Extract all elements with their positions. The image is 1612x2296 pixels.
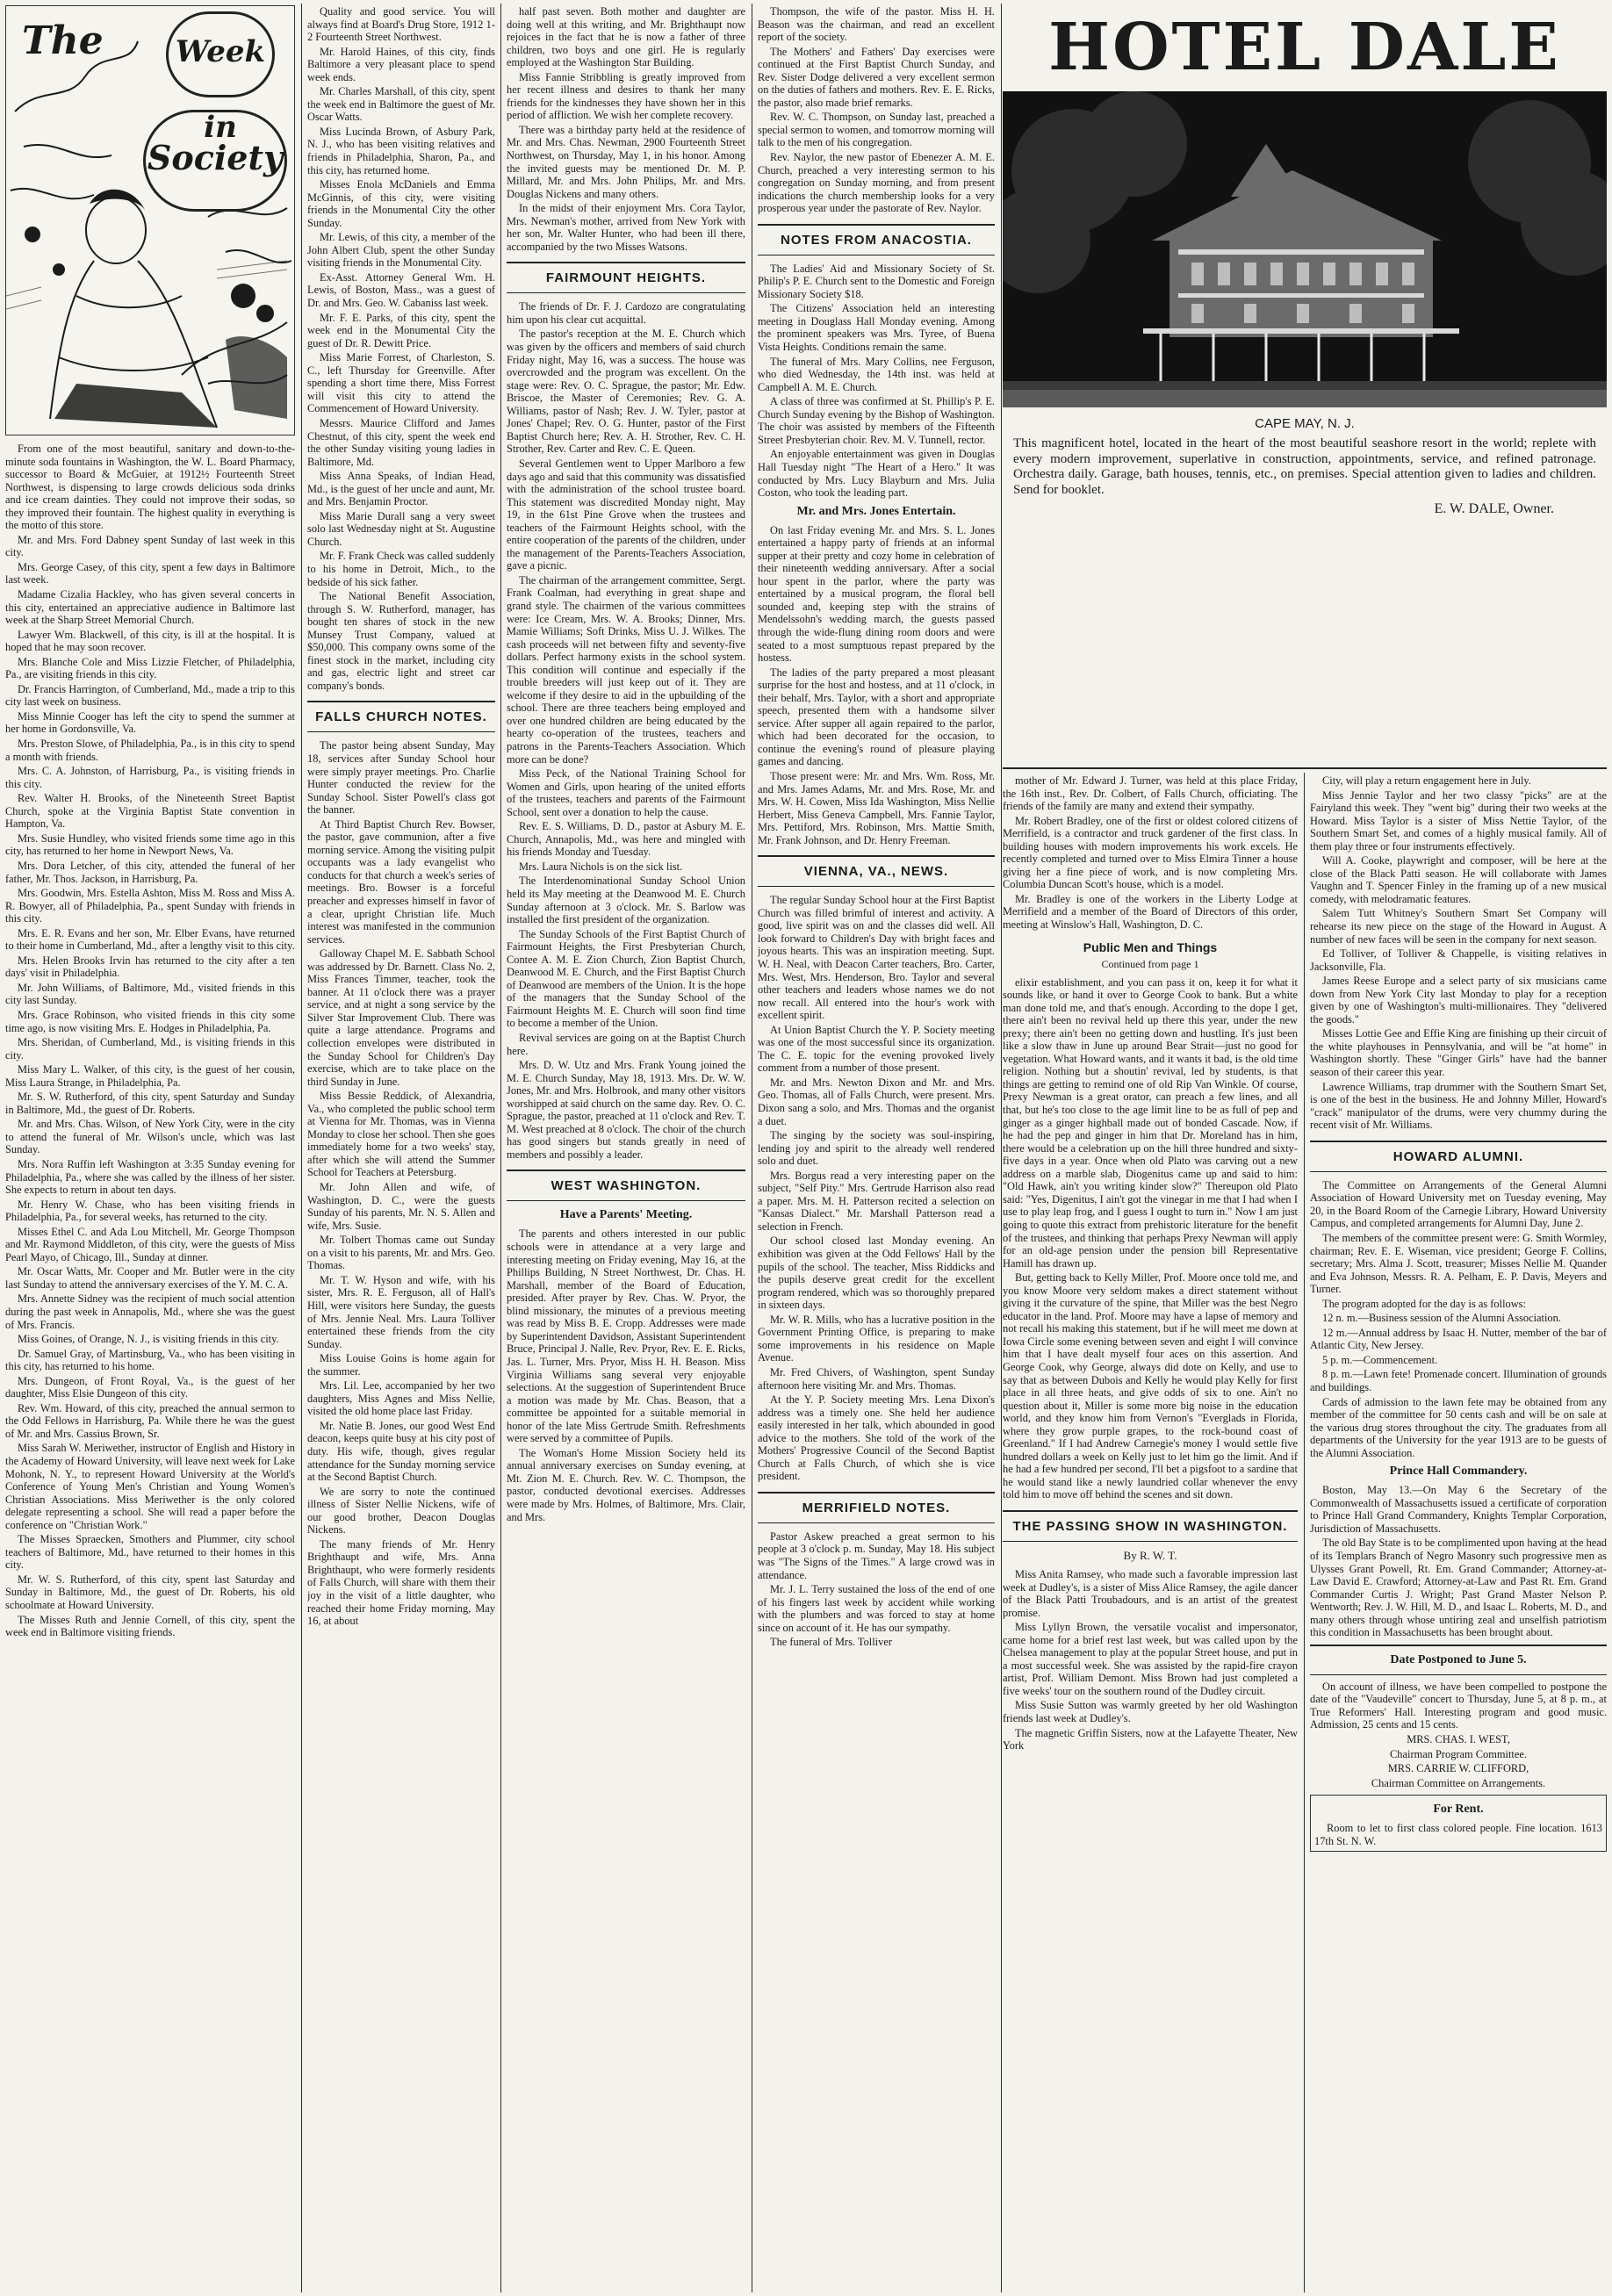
alumni-text: [1310, 1179, 1607, 1459]
paragraph: Miss Sarah W. Meriwether, instructor of English and History in the Academy of Howard University, will leave next week for Lake Mohonk, N. Y., to represent Howard University at the World's Conference of Young Men's Christian and Young Women's Christian Associations. Miss Meriwether is the only colored delegate representing a school. She will read a paper before the conference on "Christian Work.": [5, 1442, 295, 1531]
paragraph: elixir establishment, and you can pass it on, keep it for what it sounds like, or hand it over to George Cook to bank. But a white man done told me, and that's enough. According to the dope I get, there ain't been no revival held up there this year, under the new prexy; there ain't been no getting down and hustling. It's just been like a slow thaw in June up around Bear Strait—just no good for vegetation. What Howard wants, and it wants it bad, is the old time religion. Nothing but a shoutin' revival, led by students, is that things are getting to remind one of old Rip Van Winkle. Of course, Prexy Newman is a great orator, can preach a few lines, and all that, but he's too close to the age limit line to be as full of pep and ginger as a ginger highball made out of bonded Cascade. Now, if he had the pep and ginger in him that Dr. Moreland has in him, there would be a celebration up on the hill three hundred and sixty-five days in a year. Once when old Plato was carving out a new address on a marble slab, Diogenitus came up and said to him: "Old Hawk, ain't you writing kinder slow?" Thereupon old Plato said: "Yes, Digenitus, I ain't got the vinegar in me that I had when I use to play leap frog, and I guess I ought to turn in." Now I am just going to quote this extract from prehistoric literature for the benefit of the trustees, and thinking that perhaps Prexy Newman will apply for an old-age pension under the pension bill Representative Hamill has drawn up.: [1003, 975, 1298, 1270]
postponed-heading: Date Postponed to June 5.: [1310, 1645, 1607, 1675]
paragraph: Misses Enola McDaniels and Emma McGinnis, of this city, were visiting friends in the Monumental City the other Sunday.: [307, 178, 495, 229]
hotel-owner: E. W. DALE, Owner.: [1434, 501, 1554, 516]
paragraph: Mr. and Mrs. Chas. Wilson, of New York City, were in the city to attend the funeral of Mr. Wilson's uncle, which was last Sunday.: [5, 1118, 295, 1156]
paragraph: Miss Anita Ramsey, who made such a favorable impression last week at Dudley's, is a sister of Miss Alice Ramsey, the agile dancer of the Black Patti Troubadours, and is an artist of the greatest promise.: [1003, 1567, 1298, 1619]
paragraph: The Interdenominational Sunday School Union held its May meeting at the Deanwood M. E. Church Sunday afternoon at 3 o'clock. Mr. S. Barlow was installed the first president of the organization.: [507, 874, 745, 926]
paragraph: In the midst of their enjoyment Mrs. Cora Taylor, Mrs. Newman's mother, arrived from New York with her son, Mr. Walter Hunter, who had been ill there, accompanied by the two Misses Watsons.: [507, 202, 745, 253]
public-men-text: [1003, 976, 1298, 1501]
masthead-the: The: [22, 18, 104, 63]
paragraph: Mrs. E. R. Evans and her son, Mr. Elber Evans, have returned to their home in Cumberland, Md., after a lengthy visit to this city.: [5, 926, 295, 953]
column-rule: [1304, 773, 1305, 2292]
paragraph: Mr. Tolbert Thomas came out Sunday on a visit to his parents, Mr. and Mrs. Geo. Thomas.: [307, 1234, 495, 1272]
paragraph: Mrs. Laura Nichols is on the sick list.: [519, 860, 683, 873]
paragraph: Mr. T. W. Hyson and wife, with his sister, Mrs. R. E. Ferguson, all of Hall's Hill, were visitors here Sunday, the guests of Mrs. Jennie Neal. Mrs. Laura Tolliver entertained these friends from the city Sunday.: [307, 1273, 495, 1350]
paragraph: On last Friday evening Mr. and Mrs. S. L. Jones entertained a happy party of friends at an informal supper at their pretty and cozy home in celebration of their nineteenth wedding anniversary. After a social hour spent in the parlor, where the party was entertained by a musical program, the floral bell sounded and, keeping step with the strains of Mendelssohn's wedding march, the guests passed through the wide-flung dining room doors and were seated to a most sumptuous repast prepared by the hostess.: [758, 523, 995, 665]
paragraph: Rev. Walter H. Brooks, of the Nineteenth Street Baptist Church, spoke at the Virginia Baptist State convention in Hampton, Va.: [5, 792, 295, 831]
masthead-society: Society: [143, 110, 287, 212]
anacostia-text: [758, 263, 995, 500]
column-6: [1310, 774, 1607, 2291]
paragraph: Mrs. Susie Hundley, who visited friends some time ago in this city, has returned to her home in Newport News, Va.: [5, 831, 295, 858]
paragraph: The many friends of Mr. Henry Brighthaupt and wife, Mrs. Anna Brighthaupt, who were formerly residents of Falls Church, will share with them their joy in the visit of a little daughter, who reached their home Friday morning, May 16, at about: [307, 1537, 495, 1628]
paragraph: Mrs. Annette Sidney was the recipient of much social attention during the past week in Annapolis, Md., where she was the guest of Mrs. Francis.: [5, 1292, 295, 1331]
paragraph: Miss Minnie Cooger has left the city to spend the summer at her home in Gordonsville, Va.: [5, 709, 295, 736]
paragraph: MRS. CARRIE W. CLIFFORD,: [1387, 1762, 1529, 1775]
paragraph: Mrs. Goodwin, Mrs. Estella Ashton, Miss M. Ross and Miss A. R. Bowyer, all of Philadelphia, Pa., spent Sunday with friends in this city.: [5, 887, 295, 925]
paragraph: Mr. S. W. Rutherford, of this city, spent Saturday and Sunday in Baltimore, Md., the guest of Dr. Roberts.: [5, 1090, 295, 1116]
column-5: [1003, 774, 1298, 2291]
paragraph: The magnetic Griffin Sisters, now at the Lafayette Theater, New York: [1003, 1726, 1298, 1753]
paragraph: The funeral of Mrs. Tolliver: [770, 1636, 892, 1649]
paragraph: half past seven. Both mother and daughter are doing well at this writing, and Mr. Brighthaupt now rejoices in the fact that he is now a father of three children, two boys and one girl. He is regularly employed at the Washington Star Building.: [507, 5, 745, 69]
paragraph: Miss Mary L. Walker, of this city, is the guest of her cousin, Miss Laura Strange, in Philadelphia, Pa.: [5, 1063, 295, 1089]
paragraph: Mr. Fred Chivers, of Washington, spent Sunday afternoon here visiting Mr. and Mrs. Thomas.: [758, 1365, 995, 1392]
paragraph: The Sunday Schools of the First Baptist Church of Fairmount Heights, the First Presbyterian Church, Contee A. M. E. Zion Church, Zion Baptist Church, Deanwood M. E. Church, and the First Baptist Church of Deanwood are members of the Union. It is the hope of the managers that the Sunday School of the Fairmount Heights M. E. Church will soon find time to become a member of the Union.: [507, 927, 745, 1030]
paragraph: Mr. Harold Haines, of this city, finds Baltimore a very pleasant place to spend week ends.: [307, 45, 495, 83]
column-rule: [1001, 4, 1002, 2292]
paragraph: Mrs. Sheridan, of Cumberland, Md., is visiting friends in this city.: [5, 1036, 295, 1062]
col4-text: [758, 5, 995, 215]
paragraph: An enjoyable entertainment was given in Douglas Hall Tuesday night "The Heart of a Hero." It was conducted by Mrs. Lucy Blayburn and Mrs. Julia Coston, who took the leading part.: [758, 448, 995, 500]
paragraph: Miss Marie Durall sang a very sweet solo last Wednesday night at St. Augustine Church.: [307, 509, 495, 548]
west-washington-text: [507, 1227, 745, 1523]
paragraph: At Third Baptist Church Rev. Bowser, the pastor, gave communion, after a five morning service. Among the visiting pulpit occupants was a lady evangelist who conducts for that church a week's series of meetings. Bro. Bowser is a forceful preacher and expresses himself in favor of a clear, upright Christian life. Much interest was manifested in the communion services.: [307, 817, 495, 946]
col3-text: [507, 5, 745, 253]
merrifield-text: [758, 1530, 995, 1649]
paragraph: The Misses Ruth and Jennie Cornell, of this city, spent the week end in Baltimore visiting friends.: [5, 1613, 295, 1639]
paragraph: Mr. Lewis, of this city, a member of the John Albert Club, spent the other Sunday visiting friends in the Monumental City.: [307, 231, 495, 270]
vienna-heading: VIENNA, VA., NEWS.: [758, 855, 995, 887]
vienna-text: [758, 894, 995, 1483]
paragraph: The pastor being absent Sunday, May 18, services after Sunday School hour were simply prayer meetings. Pro. Charlie Hunter conducted the review for the Sunday School. Sister Powell's class got the banner.: [307, 739, 495, 817]
column-3: [507, 5, 745, 2291]
paragraph: The pastor's reception at the M. E. Church which was given by the officers and members of said church Friday night, May 16, was a success. The house was overcrowded and the program was excellent. On the stage were: Rev. O. C. Sprague, the pastor; Mr. Edw. Briscoe, the Master of Ceremonies; Rev. G. A. Williams, pastor of Nash; Rev. J. W. Tyler, pastor at Jones' Chapel; Rev. O. G. Hunter, pastor of the First Baptist Church here; Rev. A. H. Strother, Rev. C. H. Strother, Rev. Carter and Rev. C. E. Queen.: [507, 327, 745, 456]
paragraph: Boston, May 13.—On May 6 the Secretary of the Commonwealth of Massachusetts issued a certificate of corporation to Prince Hall Grand Commandery, Knights Templar Corporation, Jurisdiction of Massachusetts.: [1310, 1484, 1607, 1535]
paragraph: Rev. W. C. Thompson, on Sunday last, preached a special sermon to women, and tomorrow morning will talk to the men of his congregation.: [758, 111, 995, 149]
paragraph: The regular Sunday School hour at the First Baptist Church was filled brimful of interest and activity. A good, live spirit was on and the classes did well. All look forward to Children's Day with bright faces and joyous hearts. This was an inspiration meeting. Supt. W. H. Neal, with Deacon Carter teachers, Bro. Carter, Mrs. West, Mrs. Henderson, Bro. Taylor and several other teachers and leaders whose names we do not now recall. All entered into the hour's work with excellent spirit.: [758, 894, 995, 1022]
merrifield-heading: MERRIFIELD NOTES.: [758, 1492, 995, 1523]
paragraph: Miss Anna Speaks, of Indian Head, Md., is the guest of her uncle and aunt, Mr. and Mrs. Benjamin Proctor.: [307, 470, 495, 508]
public-men-heading: Public Men and Things: [1083, 939, 1218, 954]
paragraph: Miss Marie Forrest, of Charleston, S. C., left Thursday for Greenville. After spending a short time there, Miss Forrest will visit this city to attend the Commencement of Howard University.: [307, 351, 495, 415]
paragraph: Mrs. Grace Robinson, who visited friends in this city some time ago, is now visiting Mrs. E. Hodges in Philadelphia, Pa.: [5, 1008, 295, 1034]
hotel-dale-ad: [1003, 5, 1607, 769]
hotel-description: This magnificent hotel, located in the heart of the most beautiful seashore resort in the world; replete with every modern improvement, superlative in construction, appointments, service, and refined patronage. Orchestra daily. Garage, bath houses, tennis, etc., on premises. Special attention given to ladies and children. Send for booklet.: [1013, 436, 1596, 497]
paragraph: Mr. Oscar Watts, Mr. Cooper and Mr. Butler were in the city last Sunday to attend the anniversary exercises of the Y. M. C. A.: [5, 1265, 295, 1291]
paragraph: Miss Lucinda Brown, of Asbury Park, N. J., who has been visiting relatives and friends in Philadelphia, Sharon, Pa., and this city, has returned home.: [307, 125, 495, 176]
paragraph: Mr. Robert Bradley, one of the first or oldest colored citizens of Merrifield, is a contractor and truck gardener of the first class. In building houses with modern improvements his work excels. He recently completed and turned over to Miss Elmira Tinner a house giving her a fine piece of work, and is now completing Mrs. Columbia Duncan Scott's house, which is a model.: [1003, 814, 1298, 891]
paragraph: Miss Louise Goins is home again for the summer.: [307, 1352, 495, 1378]
paragraph: Several Gentlemen went to Upper Marlboro a few days ago and said that this community was dissatisfied with the administration of the school trustee board. This statement was discredited Monday night, May 19, in the 61st Pine Grove when the trustees and teachers of the Fairmount Heights school, with the entire cooperation of the parents of the children, under the management of the Parents-Teachers Association, gave a picnic.: [507, 457, 745, 572]
jones-heading: Mr. and Mrs. Jones Entertain.: [796, 504, 956, 518]
paragraph: Thompson, the wife of the pastor. Miss H. H. Beason was the chairman, and read an excellent report of the society.: [758, 5, 995, 44]
paragraph: The Woman's Home Mission Society held its annual anniversary exercises on Sunday evening, at Mt. Zion M. E. Church. Rev. W. C. Thompson, the pastor, conducted devotional exercises. Addresses were made by Mrs. Holmes, of Baltimore, Mrs. Clair, and Mrs.: [507, 1446, 745, 1523]
col1-text: [5, 443, 295, 1639]
paragraph: Pastor Askew preached a great sermon to his people at 3 o'clock p. m. Sunday, May 18. His subject was "The Signs of the Times." A large crowd was in attendance.: [758, 1529, 995, 1581]
hotel-dale-title: HOTEL DALE: [1048, 10, 1561, 85]
paragraph: Mr. John Williams, of Baltimore, Md., visited friends in this city last Sunday.: [5, 981, 295, 1007]
paragraph: Mr. W. R. Mills, who has a lucrative position in the Government Printing Office, is preparing to make some improvements in his residence on Maple Avenue.: [758, 1313, 995, 1364]
column-4: [758, 5, 995, 2291]
paragraph: Mr. Charles Marshall, of this city, spent the week end in Baltimore the guest of Mr. Oscar Watts.: [307, 85, 495, 124]
paragraph: Galloway Chapel M. E. Sabbath School was addressed by Dr. Barnett. Class No. 2, Miss Frances Timmer, teacher, took the banner. At 11 o'clock there was a prayer service, and at night a song service by the Silver Star Improvement Club. There was quite a large attendance. Programs and collection envelopes were distributed in the Sunday School for Children's Day exercise, which are to take place on the third Sunday in June.: [307, 947, 495, 1088]
paragraph: mother of Mr. Edward J. Turner, was held at this place Friday, the 16th inst., Rev. Dr. Colbert, of Falls Church, officiating. The friends of the family are many and extend their sympathy.: [1003, 774, 1298, 813]
paragraph: Lawyer Wm. Blackwell, of this city, is ill at the hospital. It is hoped that he may soon recover.: [5, 628, 295, 654]
hotel-building-image: [1003, 91, 1607, 407]
prince-hall-text: [1310, 1484, 1607, 1639]
paragraph: The parents and others interested in our public schools were in attendance at a very large and interesting meeting on Friday evening, May 16, at the Phillips Building, N Street Northwest, Dr. Chas. H. Marshall, member of the Board of Education, presided. After prayer by Rev. Chas. W. Pryor, the blind missionary, the minutes of a previous meeting was read by Miss B. E. Cropp. Addresses were made by Superintendent Davidson, Assistant Superintendent Bruce, Principal J. Nalle, Rev. Pryor, Rev. E. E. Ricks, Jas. L. Turner, Mrs. Pryor, Miss H. H. Beason. Miss Virginia Williams sang several very enjoyable selections. At the suggestion of Superintendent Bruce a motion was made by Mr. Chas. Beason, that a committee be appointed for a suitable memorial in honor of the late Miss Gertrude Smith. Refreshments were served by a committee of Pupils.: [507, 1227, 745, 1445]
paragraph: Mr. Natie B. Jones, our good West End deacon, keeps quite busy at his city post of duty. His wife, though, gives regular attendance for the Sunday morning service at the Second Baptist Church.: [307, 1419, 495, 1484]
paragraph: The National Benefit Association, through S. W. Rutherford, manager, has bought ten shares of stock in the new Munsey Trust Company, valued at $50,000. This company owns some of the finest stock in the market, including city and gas, electric light and street car company's bonds.: [307, 590, 495, 692]
paragraph: The chairman of the arrangement committee, Sergt. Frank Coalman, had everything in great shape and grand style. The chairmen of the various committees were: Ice Cream, Mrs. W. A. Brooks; Dinner, Mrs. Mamie Williams; Soft Drinks, Miss U. J. Wilkes. The cash proceeds will net between fifty and seventy-five dollars. Perfect harmony exists in the school system. This condition will continue and especially if the trouble breeders will just keep out of it. They are welcome if they desire to aid in the upbuilding of the school. There are three teachers being employed and over one hundred children are being educated by the hearty co-operation of the trustees, teachers and patrons in the Parents-Teachers Association. Which more can be done?: [507, 573, 745, 766]
paragraph: From one of the most beautiful, sanitary and down-to-the-minute soda fountains in Washington, the W. L. Board Pharmacy, successor to Board & McGuier, at 1912½ Fourteenth Street Northwest, is dispensing to large crowds delicious soda drinks and ice cream dainties. They could not improve their sodas, so they improved their fountain. The highest quality in everything is the motto of this store.: [5, 443, 295, 532]
paragraph: The Citizens' Association held an interesting meeting in Douglass Hall Monday evening. Among the prominent speakers was Mrs. Tyree, of Buena Vista Heights. Conditions remain the same.: [758, 302, 995, 354]
paragraph: The Mothers' and Fathers' Day exercises were continued at the First Baptist Church Sunday, and Rev. Sister Dodge delivered a very excellent sermon on the duties of fathers and mothers. Rev. E. E. Ricks, the pastor, also made brief remarks.: [758, 45, 995, 109]
column-1: [5, 5, 295, 2291]
paragraph: Miss Jennie Taylor and her two classy "picks" are at the Fairyland this week. They "went big" during their two weeks at the Howard. Miss Taylor is a sister of Miss Nettie Taylor, of the Southern Smart Set, and comes of a highly musical family. All of them play three or four instruments effectively.: [1310, 788, 1607, 853]
paragraph: Mr. F. E. Parks, of this city, spent the week end in the Monumental City the guest of Dr. R. Dewitt Price.: [307, 311, 495, 349]
paragraph: 5 p. m.—Commencement.: [1322, 1353, 1438, 1366]
paragraph: Quality and good service. You will always find at Board's Drug Store, 1912 1-2 Fourteenth Street Northwest.: [307, 5, 495, 44]
paragraph: The funeral of Mrs. Mary Collins, nee Ferguson, who died Wednesday, the 14th inst. was held at Campbell A. M. E. Church.: [758, 355, 995, 393]
paragraph: The program adopted for the day is as follows:: [1322, 1297, 1526, 1310]
fairmount-text: [507, 300, 745, 1161]
paragraph: Rev. E. S. Williams, D. D., pastor at Asbury M. E. Church, Annapolis, Md., was here and mingled with his friends Monday and Tuesday.: [507, 820, 745, 859]
paragraph: Mrs. George Casey, of this city, spent a few days in Baltimore last week.: [5, 560, 295, 587]
paragraph: Chairman Program Committee.: [1390, 1747, 1527, 1760]
paragraph: The Committee on Arrangements of the General Alumni Association of Howard University met on Tuesday evening, May 20, in the Board Room of the Carnegie Library, Howard University Campus, and completed arrangements for Alumni Day, June 2.: [1310, 1178, 1607, 1230]
falls-church-text: [307, 739, 495, 1627]
prince-hall-heading: Prince Hall Commandery.: [1389, 1465, 1528, 1479]
falls-church-heading: FALLS CHURCH NOTES.: [307, 701, 495, 732]
paragraph: Messrs. Maurice Clifford and James Chestnut, of this city, spent the week end the other Sunday visiting young ladies in Baltimore, Md.: [307, 416, 495, 468]
paragraph: Lawrence Williams, trap drummer with the Southern Smart Set, is one of the best in the business. He and Johnny Miller, Howard's "crack" manipulator of the drums, were very chummy during the recent visit of Mr. Williams.: [1310, 1080, 1607, 1132]
col2-text: [307, 5, 495, 692]
paragraph: James Reese Europe and a select party of six musicians came down from New York City last Monday to play for a reception given by one of Washington's multi-millionaires. They "delivered the goods.": [1310, 975, 1607, 1026]
paragraph: The friends of Dr. F. J. Cardozo are congratulating him upon his clear cut acquittal.: [507, 300, 745, 326]
paragraph: Miss Lyllyn Brown, the versatile vocalist and impersonator, came home for a brief rest last week, but was called upon by the Chelsea management to play at the popular Street house, and put in a most successful week. She was assisted by the rapid-fire crayon artist, Prof. William Demont. Miss Brown had just completed a five weeks' tour on the southern round of the Dudley circuit.: [1003, 1621, 1298, 1697]
for-rent-heading: For Rent.: [1433, 1803, 1484, 1817]
alumni-heading: HOWARD ALUMNI.: [1310, 1141, 1607, 1172]
paragraph: Mrs. D. W. Utz and Mrs. Frank Young joined the M. E. Church Sunday, May 18, 1913. Mrs. Dr. W. W. Jones, Mr. and Mrs. Holbrook, and many other visitors worshipped at said church on the same day. Rev. O. C. Sprague, the pastor, preached at 11 o'clock and Rev. T. M. West preached at 8 o'clock. The choir of the church has good singers but stands greatly in need of members and possibly a leader.: [507, 1059, 745, 1161]
paragraph: Dr. Samuel Gray, of Martinsburg, Va., who has been visiting in this city, has returned to his home.: [5, 1347, 295, 1373]
public-men-continued: Continued from page 1: [1101, 957, 1199, 970]
paragraph: Mr. J. L. Terry sustained the loss of the end of one of his fingers last week by accident while working with the plumbers and was forced to stay at home since on account of it. He has our sympathy.: [758, 1583, 995, 1634]
column-rule: [301, 4, 302, 2292]
paragraph: Mrs. Lil. Lee, accompanied by her two daughters, Miss Agnes and Miss Nellie, visited the old home place last Friday.: [307, 1379, 495, 1418]
paragraph: At the Y. P. Society meeting Mrs. Lena Dixon's address was a timely one. She held her audience easily interested in her talk, which abounded in good advice to the mothers. She told of the work of the Mothers' Progressive Council of the Second Baptist Church at Falls Church, of which she is vice president.: [758, 1393, 995, 1483]
society-masthead: [5, 5, 295, 435]
paragraph: The singing by the society was soul-inspiring, lending joy and spirit to the already well rendered solo and duet.: [758, 1129, 995, 1168]
paragraph: Mrs. Borgus read a very interesting paper on the subject, "Self Pity." Mrs. Gertrude Harrison also read a paper. Mrs. M. H. Patterson recited a selection on "Kansas Dialect." Mr. Marshall Patterson read a selection in French.: [758, 1169, 995, 1233]
paragraph: Mr. John Allen and wife, of Washington, D. C., were the guests Sunday of his parents, Mr. N. S. Allen and wife, Mrs. Susie.: [307, 1181, 495, 1232]
paragraph: Mrs. C. A. Johnston, of Harrisburg, Pa., is visiting friends in this city.: [5, 765, 295, 790]
paragraph: Mrs. Blanche Cole and Miss Lizzie Fletcher, of Philadelphia, Pa., are visiting friends in this city.: [5, 655, 295, 681]
paragraph: At Union Baptist Church the Y. P. Society meeting was one of the most successful since its organization. The C. E. topic for the evening provoked lively comment from a number of those present.: [758, 1023, 995, 1075]
paragraph: On account of illness, we have been compelled to postpone the date of the "Vaudeville" concert to Thursday, June 5, at 8 p. m., at True Reformers' Hall. Interesting program and good music. Admission, 25 cents and 15 cents.: [1310, 1680, 1607, 1731]
for-rent-text: Room to let to first class colored people. Fine location. 1613 17th St. N. W.: [1314, 1822, 1602, 1847]
paragraph: Miss Fannie Stribbling is greatly improved from her recent illness and desires to thank her many friends for the kindnesses they have shown her in this period of affliction. We wish her complete recovery.: [507, 70, 745, 122]
paragraph: Mr. W. S. Rutherford, of this city, spent last Saturday and Sunday in Baltimore, Md., the guest of Dr. Roberts, his old schoolmate at Howard University.: [5, 1573, 295, 1612]
paragraph: A class of three was confirmed at St. Phillip's P. E. Church Sunday evening by the Bishop of Washington. The choir was assisted by members of the Fifteenth Street Presbyterian choir. Rev. M. V. Tunnell, rector.: [758, 395, 995, 446]
paragraph: Miss Peck, of the National Training School for Women and Girls, upon hearing of the united efforts of the trustees, teachers and parents of the Fairmount School, sent over a donation to help the cause.: [507, 767, 745, 818]
jones-text: [758, 524, 995, 847]
paragraph: Dr. Francis Harrington, of Cumberland, Md., made a trip to this city last week on business.: [5, 682, 295, 709]
paragraph: Rev. Naylor, the new pastor of Ebenezer A. M. E. Church, preached a very interesting sermon to his congregation on Sunday morning, and from present indications the church membership looks for a very prosperous year under the pastorate of Rev. Naylor.: [758, 151, 995, 215]
passing-show-heading: THE PASSING SHOW IN WASHINGTON.: [1003, 1510, 1298, 1542]
paragraph: Mrs. Preston Slowe, of Philadelphia, Pa., is in this city to spend a month with friends.: [5, 738, 295, 763]
paragraph: 12 m.—Annual address by Isaac H. Nutter, member of the bar of Atlantic City, New Jersey.: [1310, 1326, 1607, 1352]
paragraph: The old Bay State is to be complimented upon having at the head of its Templars Branch of Negro Masonry such progressive men as Ulysses Grant Powell, Rt. Em. Grand Commander; Attorney-at-Law David E. Crawford; Attorney-at-Law and Past Rt. Em. Grand Commander Curtis J. Wright; Past Grand Master Nelson P. Wentworth; Rev. J. W. Hill, M. D., and Isaac L. Roberts, M. D., and many others through whose untiring zeal and unselfish patriotism this condition in Massachusetts has been brought about.: [1310, 1537, 1607, 1639]
paragraph: Mrs. Helen Brooks Irvin has returned to the city after a ten days' visit in Philadelphia.: [5, 954, 295, 980]
paragraph: City, will play a return engagement here in July.: [1322, 774, 1531, 787]
fairmount-heading: FAIRMOUNT HEIGHTS.: [507, 262, 745, 293]
column-rule: [500, 4, 501, 2292]
paragraph: Mr. and Mrs. Ford Dabney spent Sunday of last week in this city.: [5, 533, 295, 559]
paragraph: Miss Bessie Reddick, of Alexandria, Va., who completed the public school term at Vienna for Mr. Thomas, was in Vienna Monday to close her school. Then she goes immediately home for a two weeks' stay, after which she will attend the Summer School for Teachers at Petersburg.: [307, 1090, 495, 1179]
column-2: [307, 5, 495, 2291]
paragraph: Miss Susie Sutton was warmly greeted by her old Washington friends last week at Dudley's.: [1003, 1699, 1298, 1724]
west-washington-subheading: Have a Parents' Meeting.: [559, 1208, 693, 1222]
paragraph: Miss Goines, of Orange, N. J., is visiting friends in this city.: [18, 1333, 279, 1346]
paragraph: 8 p. m.—Lawn fete! Promenade concert. Illumination of grounds and buildings.: [1310, 1368, 1607, 1393]
masthead-week: Week in: [166, 11, 275, 97]
postponed-signatures: [1310, 1733, 1607, 1789]
for-rent-box: [1310, 1795, 1607, 1852]
passing-show-byline: By R. W. T.: [1123, 1548, 1177, 1562]
paragraph: Revival services are going on at the Baptist Church here.: [507, 1032, 745, 1057]
paragraph: Misses Ethel C. and Ada Lou Mitchell, Mr. George Thompson and Mr. Raymond Middleton, of this city, were the guests of Miss Pearl Mayo, of Chicago, Ill., Sunday at dinner.: [5, 1225, 295, 1263]
paragraph: Rev. Wm. Howard, of this city, preached the annual sermon to the Odd Fellows in Harrisburg, Pa. While there he was the guest of Mr. and Mrs. Cassius Brown, Sr.: [5, 1401, 295, 1440]
paragraph: 12 n. m.—Business session of the Alumni Association.: [1322, 1312, 1561, 1325]
postponed-text: [1310, 1681, 1607, 1731]
paragraph: Mr. Bradley is one of the workers in the Liberty Lodge at Merrifield and a member of the Board of Directors of this order, meeting at Winslow's Hall, Washington, D. C.: [1003, 892, 1298, 932]
paragraph: Those present were: Mr. and Mrs. Wm. Ross, Mr. and Mrs. James Adams, Mr. and Mrs. Rose, Mr. and Mrs. W. H. Cowen, Miss Ida Washington, Miss Nellie Herbert, Miss Geneva Campbell, Mrs. Fannie Taylor, Mrs. Pettiford, Mrs. Robinson, Mrs. Mattie Smith, Mr. Frank Johnson, and Dr. Henry Freeman.: [758, 769, 995, 846]
hotel-location: CAPE MAY, N. J.: [1255, 416, 1355, 431]
paragraph: But, getting back to Kelly Miller, Prof. Moore once told me, and you know Moore very seldom makes a direct statement without giving it the curvature of the spine, that Miller was the best Negro educator in the land. Prof. Moore may have a lapse of memory and not recall his making this statement, but if he will meet me down at Iowa Circle some evening between seven and eight I will convince him that I have dealt myself four aces on this assertion. And George Cook, why George, always did dote on Kelly, and use to say that as between Dubois and Kelly he would play Kelly for first place in all three heats, and give odds of six to one. Ain't no question about it, Miller is some more big noise in the education world, and they know him from Vernon's "Everglads in Florida, where they grow purple grapes, to the rock-bound coast of Greenland." If I had Andrew Carnegie's money I would settle five hundred dollars a week on Kelly just to let him go the limit. And if he had a few hundred per second, I'll bet a pigsfoot to a sardine that he would stand like a newly laundried collar whenever the envy told him to move off behind the scenes and sit down.: [1003, 1271, 1298, 1501]
col6-text: [1310, 774, 1607, 1132]
paragraph: Mrs. Nora Ruffin left Washington at 3:35 Sunday evening for Philadelphia, Pa., where she was called by the illness of her sister. She expects to return in about ten days.: [5, 1157, 295, 1197]
paragraph: Mr. and Mrs. Newton Dixon and Mr. and Mrs. Geo. Thomas, all of Falls Church, were present. Mrs. Dixon sang a solo, and Mrs. Thomas and the organist a duet.: [758, 1076, 995, 1127]
paragraph: The ladies of the party prepared a most pleasant surprise for the host and hostess, and at 11 o'clock, in their behalf, Mrs. Taylor, with a short and appropriate speech, presented them with a handsome silver service. After supper all again repaired to the parlor, which had been decorated for the occasion, to continue the evening's round of pleasure playing games and dancing.: [758, 666, 995, 768]
anacostia-heading: NOTES FROM ANACOSTIA.: [758, 224, 995, 256]
paragraph: Mr. F. Frank Check was called suddenly to his home in Detroit, Mich., to the bedside of his sick father.: [307, 550, 495, 588]
paragraph: The members of the committee present were: G. Smith Wormley, chairman; Rev. E. E. Wiseman, vice president; George F. Collins, secretary; Mrs. Alma J. Scott, treasurer; Misses Nellie M. Quander and Eva Johnson, Messrs. R. A. Pelham, E. P. Davis, Meyers and Turner.: [1310, 1231, 1607, 1296]
paragraph: Misses Lottie Gee and Effie King are finishing up their circuit of the white playhouses in Pennsylvania, and will be "at home" in Washington shortly. These "Ginger Girls" have had the banner season of their career this year.: [1310, 1027, 1607, 1079]
paragraph: Mrs. Dungeon, of Front Royal, Va., is the guest of her daughter, Miss Elsie Dungeon of this city.: [5, 1374, 295, 1400]
paragraph: Madame Cizalia Hackley, who has given several concerts in this city, entertained an appreciative audience in Baltimore last week at the Sharp Street Memorial Church.: [5, 588, 295, 627]
paragraph: Chairman Committee on Arrangements.: [1371, 1776, 1546, 1789]
paragraph: Ed Tolliver, of Tolliver & Chappelle, is visiting relatives in Jacksonville, Fla.: [1310, 947, 1607, 973]
paragraph: Our school closed last Monday evening. An exhibition was given at the Odd Fellows' Hall by the pupils of the school. The teacher, Miss Riddicks and the pupils deserve great credit for the excellent program rendered, which was so thoroughly prepared in sixteen days.: [758, 1234, 995, 1312]
paragraph: Cards of admission to the lawn fete may be obtained from any member of the committee for 50 cents cash and will be on sale at the various drug stores throughout the city. The graduates from all departments of the University for the year 1913 are to be guests of the Alumni Association.: [1310, 1395, 1607, 1459]
paragraph: MRS. CHAS. I. WEST,: [1407, 1733, 1510, 1745]
west-washington-heading: WEST WASHINGTON.: [507, 1170, 745, 1201]
paragraph: The Misses Spraecken, Smothers and Plummer, city school teachers of Baltimore, Md., have returned to their homes in this city.: [5, 1533, 295, 1572]
paragraph: We are sorry to note the continued illness of Sister Nellie Nickens, wife of our good brother, Deacon Douglas Nickens.: [307, 1485, 495, 1537]
paragraph: Will A. Cooke, playwright and composer, will be here at the close of the Black Patti season. He will collaborate with James Vaughn and T. Spencer Finley in the framing up of a new musical comedy, with melodramatic features.: [1310, 854, 1607, 905]
paragraph: Ex-Asst. Attorney General Wm. H. Lewis, of Boston, Mass., was a guest of Dr. and Mrs. Geo. W. Cabaniss last week.: [307, 270, 495, 310]
paragraph: Salem Tutt Whitney's Southern Smart Set Company will rehearse its new piece on the stage of the Howard in August. A number of new faces will be seen in the company for next season.: [1310, 907, 1607, 946]
col5-text: [1003, 774, 1298, 932]
paragraph: Mr. Henry W. Chase, who has been visiting friends in Philadelphia, Pa., for several weeks, has returned to the city.: [5, 1198, 295, 1224]
hotel-photo: [1003, 91, 1607, 407]
paragraph: The Ladies' Aid and Missionary Society of St. Philip's P. E. Church sent to the Domestic and Foreign Missionary Society $18.: [758, 262, 995, 300]
paragraph: Mrs. Dora Letcher, of this city, attended the funeral of her father, Mr. Thos. Jackson, in Harrisburg, Pa.: [5, 859, 295, 885]
passing-show-text: [1003, 1568, 1298, 1753]
paragraph: There was a birthday party held at the residence of Mr. and Mrs. Chas. Newman, 2900 Fourteenth Street Northwest, on Thursday, May 1, in his honor. Among the invited guests may be mentioned Dr. M. P. Millard, Mr. and Mrs. John Philips, Mr. and Mrs. Douglas Nickens and many others.: [507, 123, 745, 200]
